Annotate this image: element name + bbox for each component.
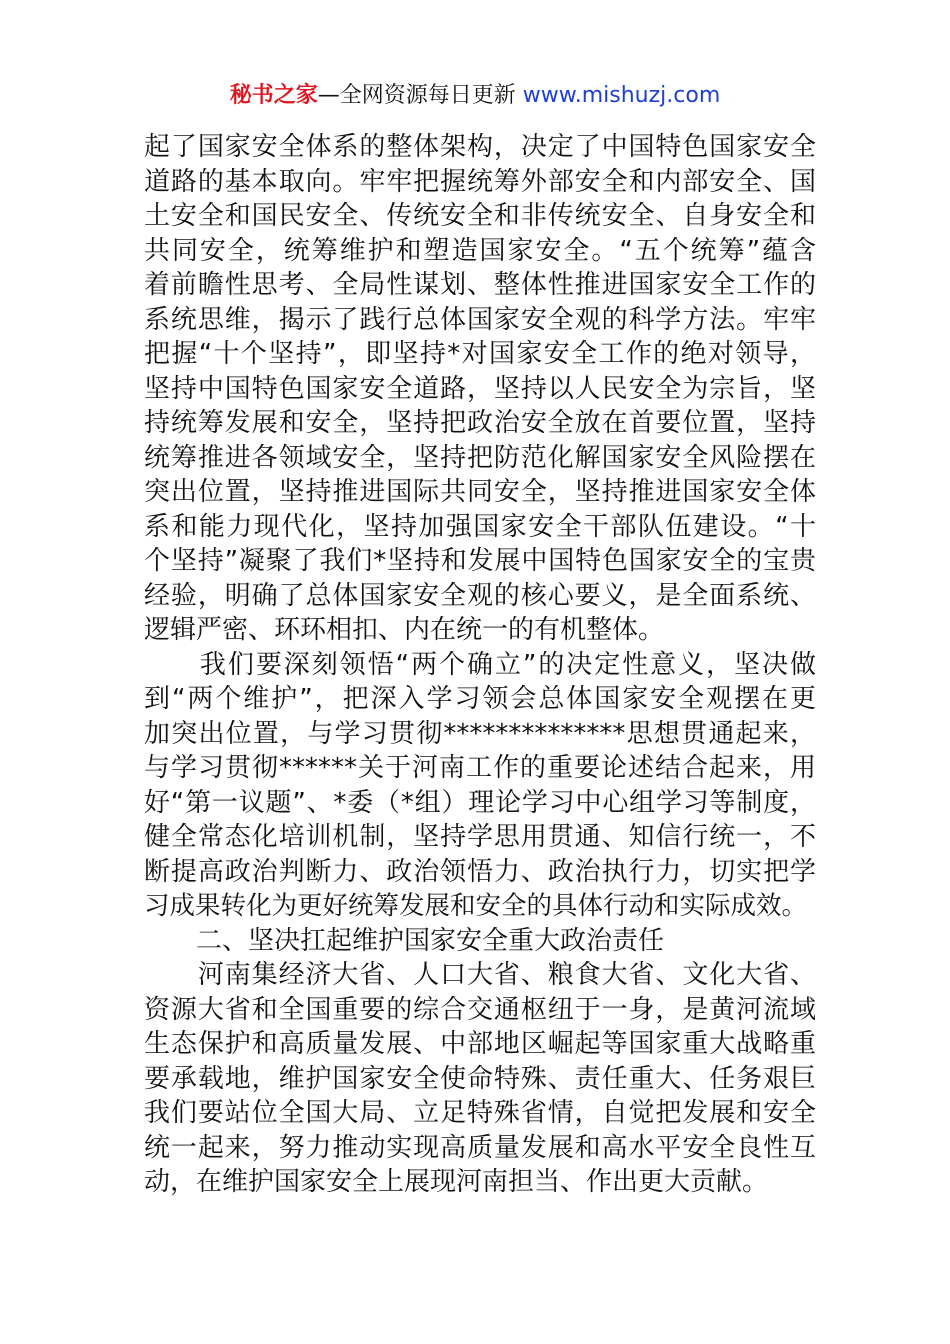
text-line: 共同安全，统筹维护和塑造国家安全。“五个统筹”蕴含 <box>144 235 816 266</box>
text-line: 逻辑严密、环环相扣、内在统一的有机整体。 <box>144 615 665 645</box>
text-line: 河南集经济大省、人口大省、粮食大省、文化大省、 <box>144 960 816 990</box>
text-line: 习成果转化为更好统筹发展和安全的具体行动和实际成效。 <box>144 891 808 921</box>
text-line: 土安全和国民安全、传统安全和非传统安全、自身安全和 <box>144 201 816 231</box>
text-line: 二、坚决扛起维护国家安全重大政治责任 <box>144 925 665 956</box>
page-header <box>0 80 950 112</box>
text-line: 个坚持”凝聚了我们*坚持和发展中国特色国家安全的宝贵 <box>144 546 816 576</box>
text-line: 持统筹发展和安全，坚持把政治安全放在首要位置，坚持 <box>144 408 816 438</box>
text-line: 我们要深刻领悟“两个确立”的决定性意义，坚决做 <box>144 649 816 680</box>
text-line: 突出位置，坚持推进国际共同安全，坚持推进国家安全体 <box>144 477 816 507</box>
text-line: 我们要站位全国大局、立足特殊省情，自觉把发展和安全 <box>144 1098 816 1128</box>
text-line: 系统思维，揭示了践行总体国家安全观的科学方法。牢牢 <box>144 304 816 335</box>
text-line: 要承载地，维护国家安全使命特殊、责任重大、任务艰巨 <box>144 1063 816 1094</box>
text-line: 统筹推进各领域安全，坚持把防范化解国家安全风险摆在 <box>144 442 816 473</box>
text-line: 健全常态化培训机制，坚持学思用贯通、知信行统一，不 <box>144 822 816 852</box>
text-line: 着前瞻性思考、全局性谋划、整体性推进国家安全工作的 <box>144 270 816 300</box>
site-url-link[interactable]: www.mishuzj.com <box>522 83 721 108</box>
text-line: 生态保护和高质量发展、中部地区崛起等国家重大战略重 <box>144 1029 816 1059</box>
text-line: 经验，明确了总体国家安全观的核心要义，是全面系统、 <box>144 580 816 611</box>
text-line: 加突出位置，与学习贯彻**************思想贯通起来， <box>144 718 816 749</box>
text-line: 起了国家安全体系的整体架构，决定了中国特色国家安全 <box>144 132 816 162</box>
text-line: 系和能力现代化，坚持加强国家安全干部队伍建设。“十 <box>144 511 816 542</box>
brand-name: 秘书之家 <box>229 83 318 108</box>
header-tagline: —全网资源每日更新 <box>317 83 523 108</box>
text-line: 道路的基本取向。牢牢把握统筹外部安全和内部安全、国 <box>144 166 816 197</box>
text-line: 把握“十个坚持”，即坚持*对国家安全工作的绝对领导， <box>144 339 816 369</box>
text-line: 统一起来，努力推动实现高质量发展和高水平安全良性互 <box>144 1132 816 1163</box>
document-body <box>144 130 816 1200</box>
text-line: 到“两个维护”，把深入学习领会总体国家安全观摆在更 <box>144 684 816 714</box>
text-line: 动，在维护国家安全上展现河南担当、作出更大贡献。 <box>144 1167 769 1197</box>
text-line: 与学习贯彻******关于河南工作的重要论述结合起来，用 <box>144 753 816 783</box>
text-line: 资源大省和全国重要的综合交通枢纽于一身，是黄河流域 <box>144 994 816 1025</box>
text-line: 断提高政治判断力、政治领悟力、政治执行力，切实把学 <box>144 856 816 887</box>
text-line: 坚持中国特色国家安全道路，坚持以人民安全为宗旨，坚 <box>144 373 816 404</box>
text-line: 好“第一议题”、*委（*组）理论学习中心组学习等制度， <box>144 787 816 818</box>
